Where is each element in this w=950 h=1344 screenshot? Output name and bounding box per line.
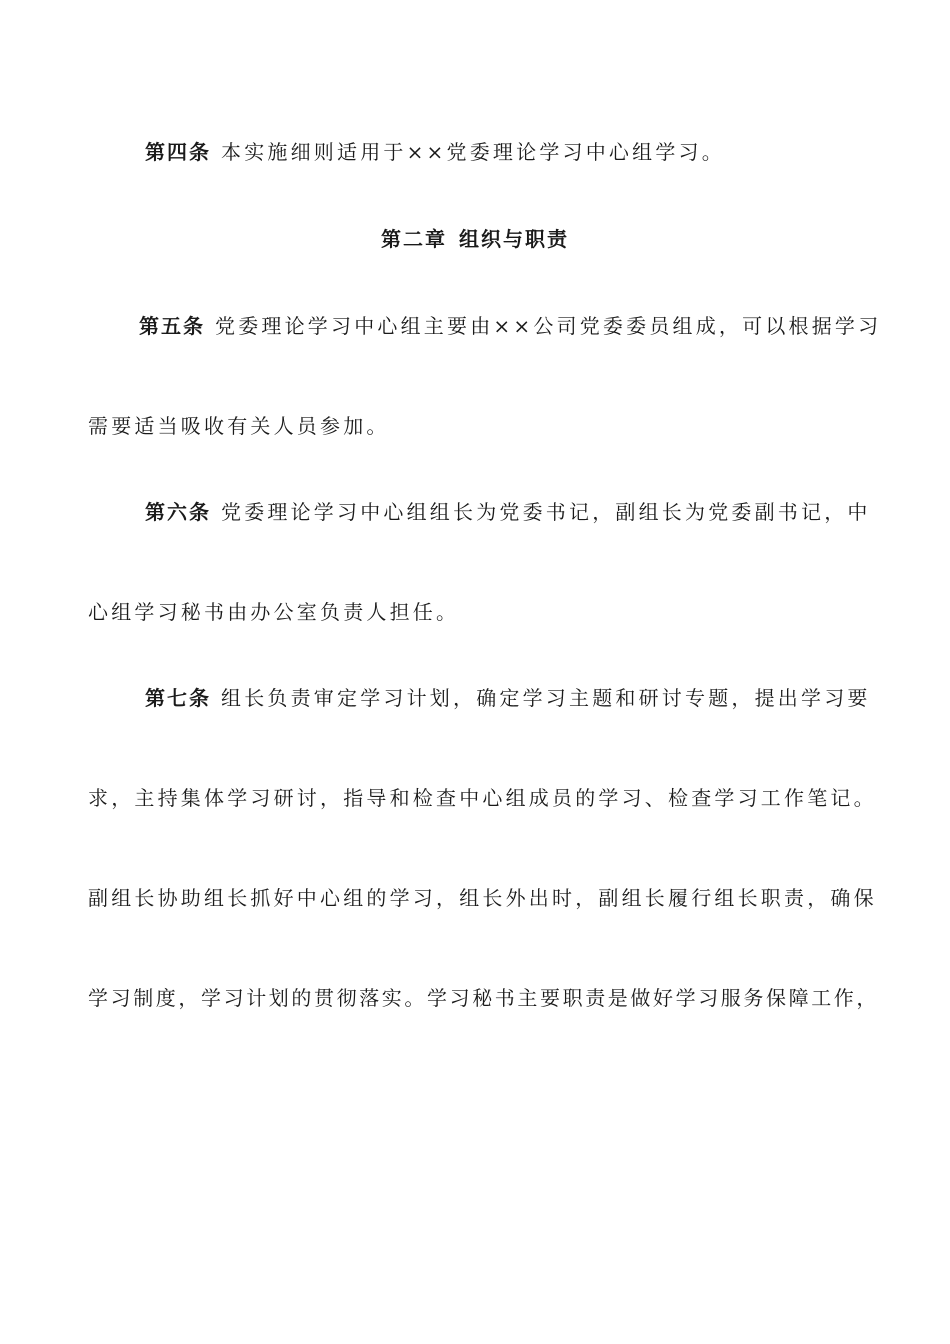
article-5-line-1 xyxy=(139,312,881,340)
article-4-label: 第四条 xyxy=(145,140,211,164)
article-7-text-1: 组长负责审定学习计划，确定学习主题和研讨专题，提出学习要 xyxy=(221,686,871,710)
article-5-text-1: 党委理论学习中心组主要由××公司党委委员组成，可以根据学习 xyxy=(215,314,882,338)
chapter-number: 第二章 xyxy=(381,227,447,251)
article-7-line-2 xyxy=(88,784,877,812)
chapter-heading xyxy=(0,225,950,253)
article-6-line-1 xyxy=(145,498,871,526)
article-6-text-1: 党委理论学习中心组组长为党委书记，副组长为党委副书记，中 xyxy=(221,500,871,524)
article-7-label: 第七条 xyxy=(145,686,211,710)
article-4 xyxy=(145,138,725,166)
article-6-line-2 xyxy=(88,598,459,626)
article-5-label: 第五条 xyxy=(139,314,205,338)
article-7-line-3 xyxy=(88,884,877,912)
article-5-line-2 xyxy=(88,412,390,440)
article-6-label: 第六条 xyxy=(145,500,211,524)
article-6-text-2: 心组学习秘书由办公室负责人担任。 xyxy=(88,600,460,624)
article-7-line-4 xyxy=(88,984,879,1012)
chapter-title: 组织与职责 xyxy=(459,227,569,251)
article-7-text-4: 学习制度，学习计划的贯彻落实。学习秘书主要职责是做好学习服务保障工作， xyxy=(88,986,879,1010)
article-7-text-2: 求，主持集体学习研讨，指导和检查中心组成员的学习、检查学习工作笔记。 xyxy=(88,786,877,810)
article-4-text: 本实施细则适用于××党委理论学习中心组学习。 xyxy=(221,140,725,164)
article-7-line-1 xyxy=(145,684,871,712)
article-7-text-3: 副组长协助组长抓好中心组的学习，组长外出时，副组长履行组长职责，确保 xyxy=(88,886,877,910)
article-5-text-2: 需要适当吸收有关人员参加。 xyxy=(88,414,390,438)
